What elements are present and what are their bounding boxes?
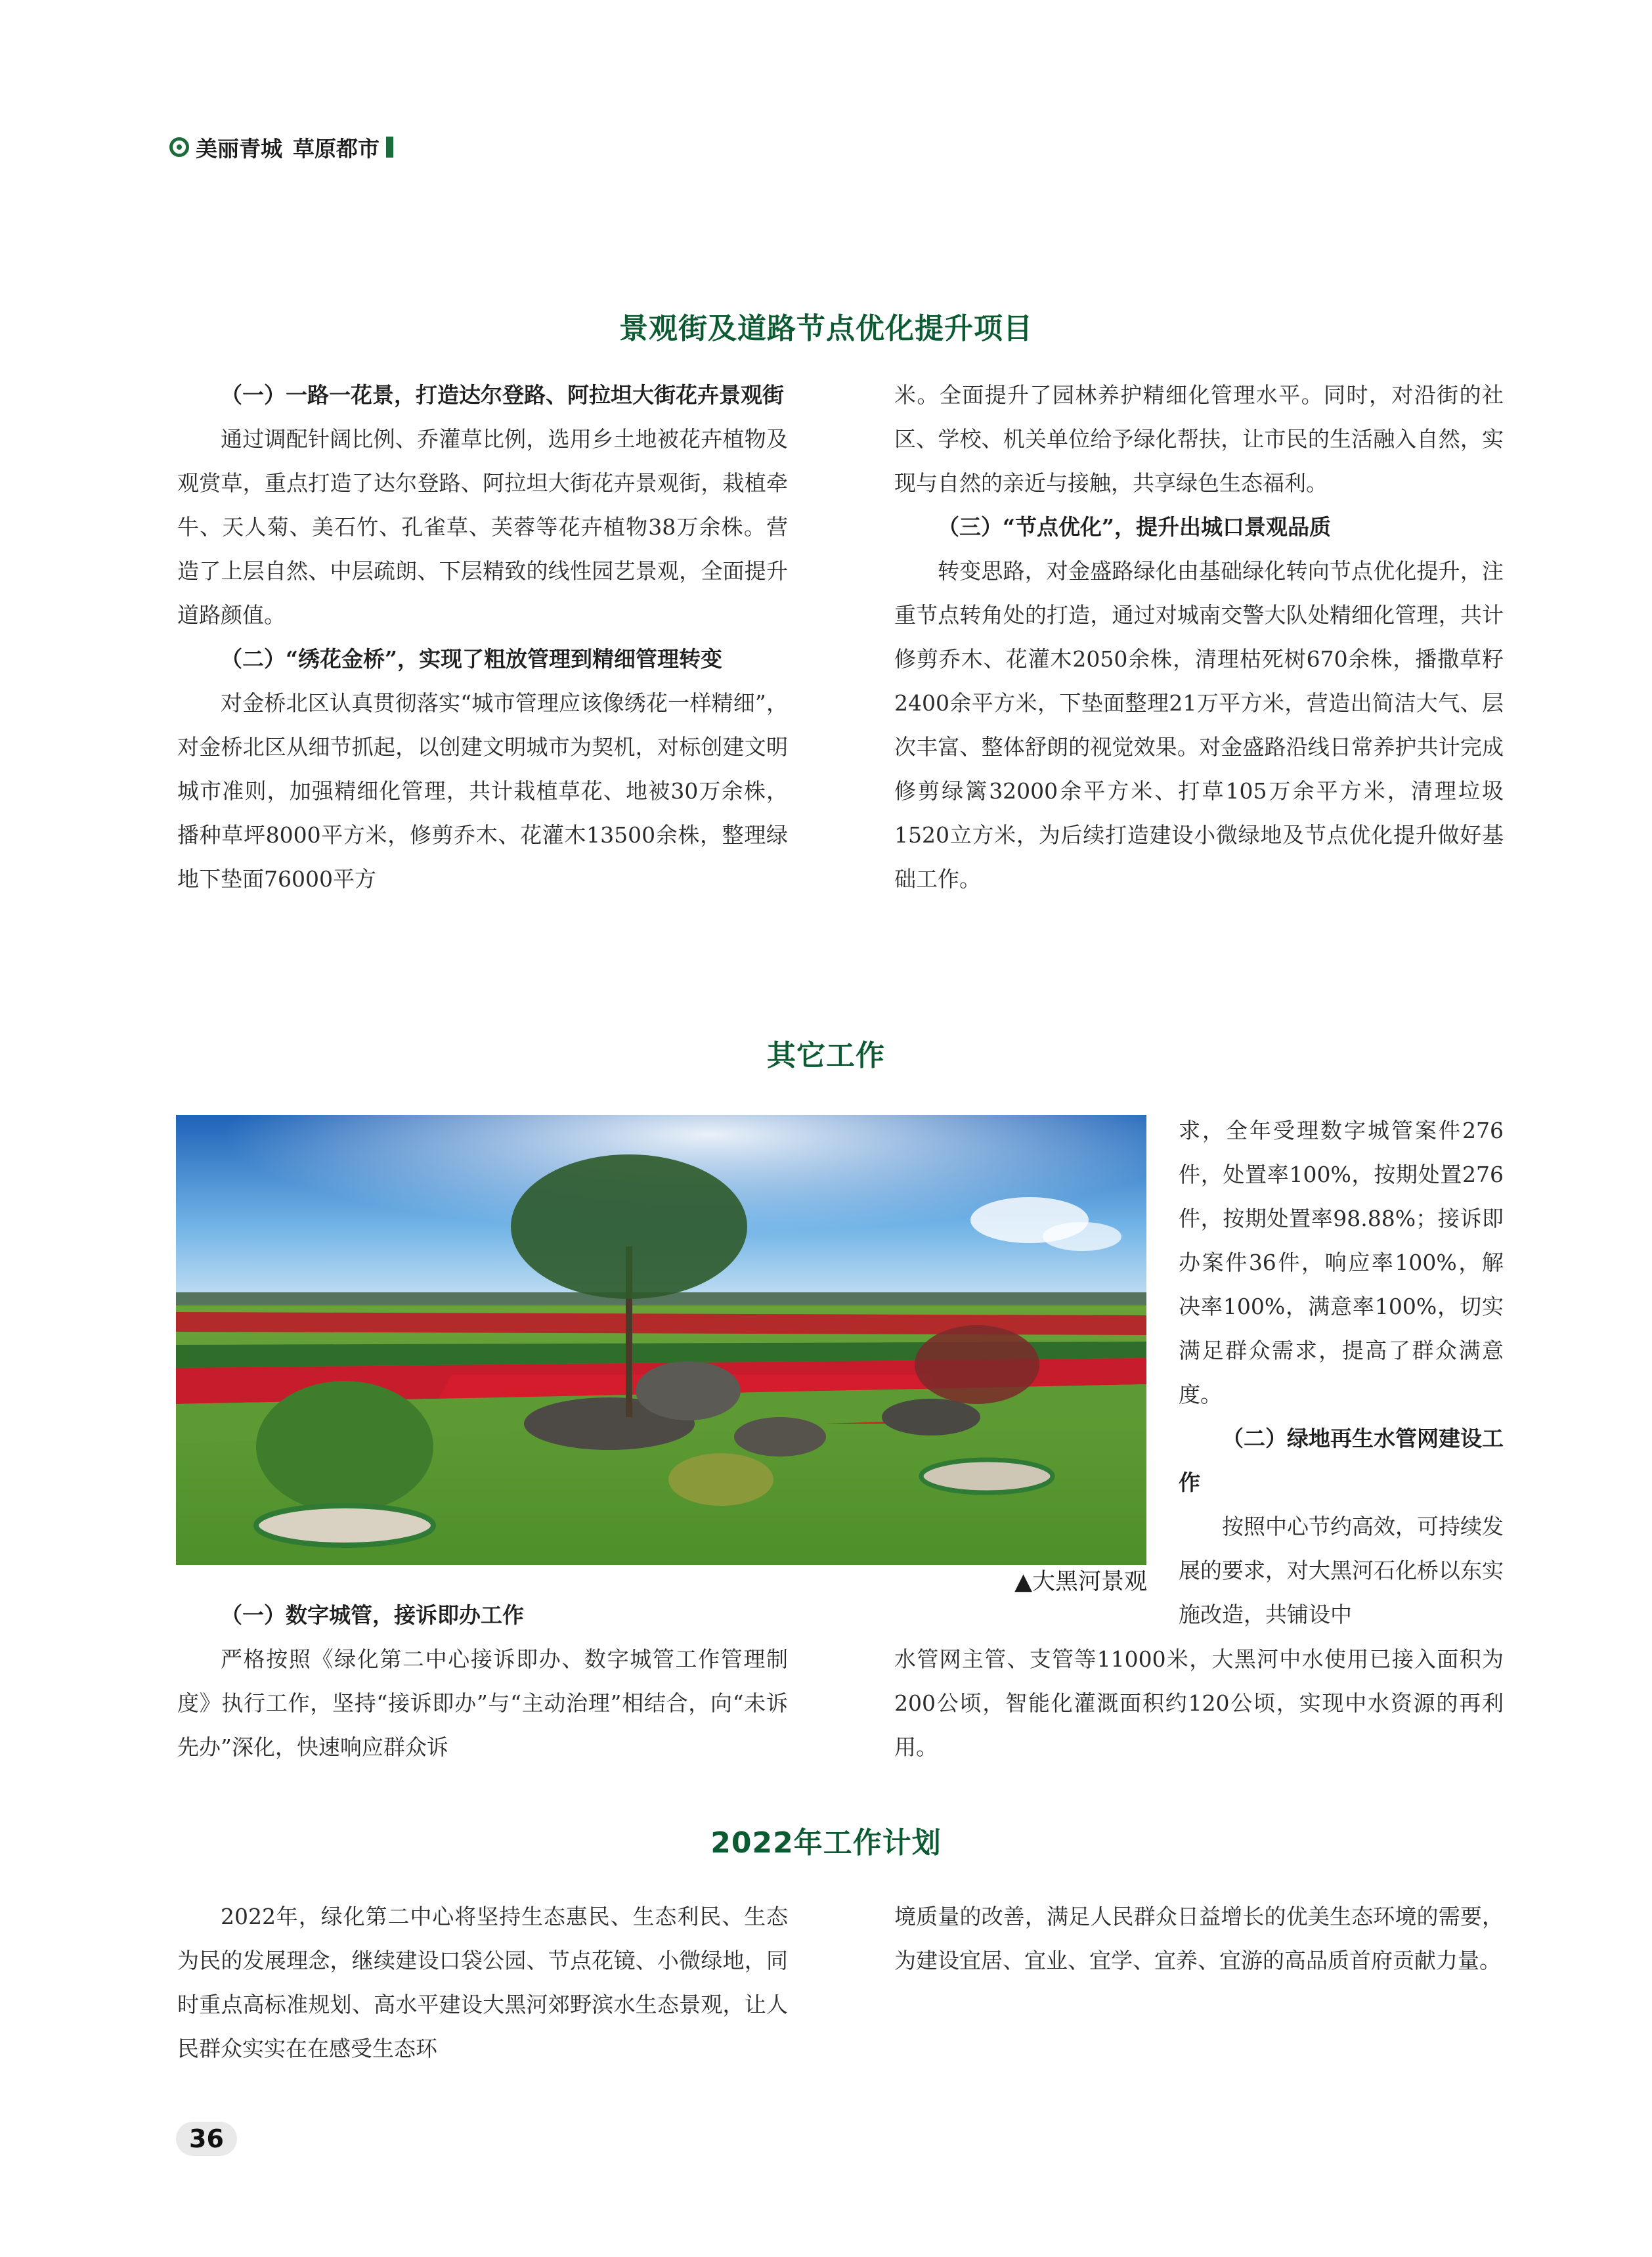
photo-caption: ▲大黑河景观 — [1014, 1569, 1147, 1595]
paragraph: 2022年，绿化第二中心将坚持生态惠民、生态利民、生态为民的发展理念，继续建设口袋公园、节点花镜、小微绿地，同时重点高标准规划、高水平建设大黑河郊野滨水生态景观，让人民群众实实在在感受生态环 — [177, 1904, 788, 2061]
section3-right-column — [894, 1895, 1504, 1983]
circle-logo-icon — [169, 137, 189, 157]
paragraph-continued: 境质量的改善，满足人民群众日益增长的优美生态环境的需要，为建设宜居、宜业、宜学、宜养、宜游的高品质首府贡献力量。 — [894, 1904, 1504, 1973]
header-right: 草原都市 — [293, 135, 380, 162]
section1-right-column — [894, 373, 1504, 901]
subheading: （一）一路一花景，打造达尔登路、阿拉坦大街花卉景观街 — [221, 382, 784, 408]
paragraph: 对金桥北区认真贯彻落实“城市管理应该像绣花一样精细”，对金桥北区从细节抓起，以创建文明城市为契机，对标创建文明城市准则，加强精细化管理，共计栽植草花、地被30万余株，播种草坪8000平方米，修剪乔木、花灌木13500余株，整理绿地下垫面76000平方 — [177, 690, 788, 892]
section3-left-column — [177, 1895, 788, 2071]
subheading: （一）数字城管，接诉即办工作 — [221, 1602, 524, 1628]
section2-right-narrow-column — [1179, 1108, 1504, 1636]
paragraph: 通过调配针阔比例、乔灌草比例，选用乡土地被花卉植物及观赏草，重点打造了达尔登路、阿拉坦大街花卉景观街，栽植牵牛、天人菊、美石竹、孔雀草、芙蓉等花卉植物38万余株。营造了上层自然、中层疏朗、下层精致的线性园艺景观，全面提升道路颜值。 — [177, 426, 788, 628]
section1-left-column — [177, 373, 788, 901]
subheading: （二）绿地再生水管网建设工作 — [1179, 1426, 1504, 1495]
paragraph: 按照中心节约高效，可持续发展的要求，对大黑河石化桥以东实施改造，共铺设中 — [1179, 1514, 1504, 1627]
page-number — [176, 2118, 237, 2159]
paragraph: 转变思路，对金盛路绿化由基础绿化转向节点优化提升，注重节点转角处的打造，通过对城南交警大队处精细化管理，共计修剪乔木、花灌木2050余株，清理枯死树670余株，播撒草籽2400余平方米，下垫面整理21万平方米，营造出简洁大气、层次丰富、整体舒朗的视觉效果。对金盛路沿线日常养护共计完成修剪绿篱32000余平方米、打草105万余平方米，清理垃圾1520立方米，为后续打造建设小微绿地及节点优化提升做好基础工作。 — [894, 558, 1504, 892]
header-left: 美丽青城 — [196, 135, 282, 162]
page-number-label: 36 — [176, 2122, 237, 2156]
section-title: 景观街及道路节点优化提升项目 — [619, 312, 1033, 345]
landscape-photo — [176, 1115, 1146, 1565]
section2-left-column — [177, 1593, 788, 1769]
section-title: 2022年工作计划 — [710, 1826, 942, 1860]
subheading: （二）“绣花金桥”，实现了粗放管理到精细管理转变 — [221, 646, 722, 672]
paragraph-continued: 米。全面提升了园林养护精细化管理水平。同时，对沿街的社区、学校、机关单位给予绿化帮扶，让市民的生活融入自然，实现与自然的亲近与接触，共享绿色生态福利。 — [894, 382, 1504, 496]
paragraph-continued: 求，全年受理数字城管案件276件，处置率100%，按期处置276件，按期处置率98.88%；接诉即办案件36件，响应率100%，解决率100%，满意率100%，切实满足群众需求，提高了群众满意度。 — [1179, 1118, 1504, 1407]
paragraph-continued: 水管网主管、支管等11000米，大黑河中水使用已接入面积为200公顷，智能化灌溉面积约120公顷，实现中水资源的再利用。 — [894, 1646, 1504, 1760]
header-bar-icon — [386, 137, 393, 158]
paragraph: 严格按照《绿化第二中心接诉即办、数字城管工作管理制度》执行工作，坚持“接诉即办”与“主动治理”相结合，向“未诉先办”深化，快速响应群众诉 — [177, 1646, 788, 1760]
subheading: （三）“节点优化”，提升出城口景观品质 — [938, 514, 1331, 540]
section2-right-column — [894, 1637, 1504, 1769]
running-header — [169, 129, 393, 165]
section-title: 其它工作 — [767, 1039, 885, 1072]
